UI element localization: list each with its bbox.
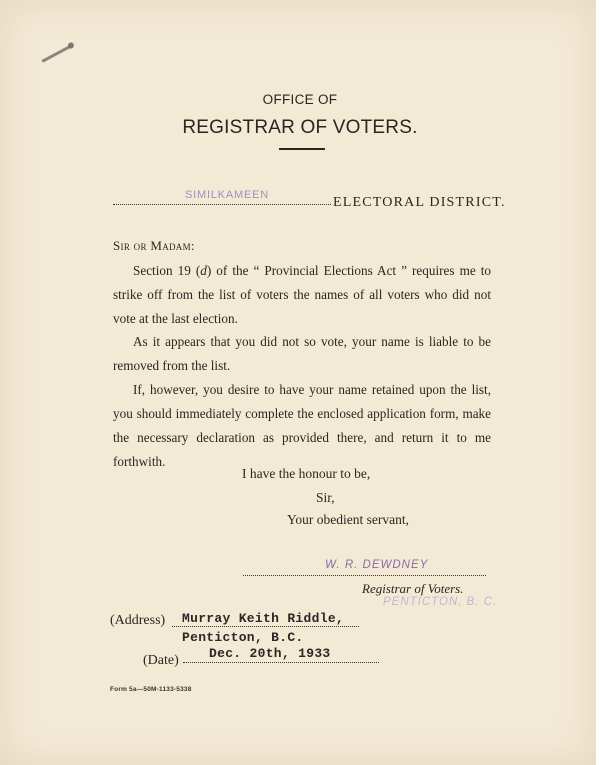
address-label: (Address) <box>110 613 166 628</box>
district-stamp: SIMILKAMEEN <box>185 189 269 201</box>
page-title: REGISTRAR OF VOTERS. <box>182 117 418 138</box>
title-divider <box>279 148 325 150</box>
date-label: (Date) <box>143 653 179 668</box>
paragraph-3: If, however, you desire to have your name retained upon the list, you should immediately complete the enclosed application form, make the necessary declaration as provided there, and return it to me forthwith. <box>113 382 491 469</box>
address-line-2: Penticton, B.C. <box>182 630 304 645</box>
date-dotted-line <box>183 662 379 663</box>
signature-stamp: W. R. DEWDNEY <box>325 559 429 571</box>
pin-mark <box>41 44 72 63</box>
address-dotted-line <box>172 626 359 627</box>
paragraph-1-section-letter: d <box>200 263 207 278</box>
place-stamp: PENTICTON, B. C. <box>383 596 498 608</box>
paragraph-1-post: ) of the “ Provincial Elections Act ” requires me to strike off from the list of voters the names of all voters who did not vote at the last election. <box>113 263 491 326</box>
address-line-1: Murray Keith Riddle, <box>182 611 345 626</box>
salutation <box>113 238 195 254</box>
office-heading: OFFICE OF <box>262 92 338 107</box>
form-number: Form 5a—50M-1133-5338 <box>110 686 192 693</box>
paragraph-2: As it appears that you did not so vote, your name is liable to be removed from the list. <box>113 334 491 373</box>
closing-line-3: Your obedient servant, <box>287 512 409 527</box>
paragraph-1 <box>113 259 491 331</box>
salutation-text: Sir or Madam: <box>113 238 195 253</box>
closing-line-1: I have the honour to be, <box>242 466 371 481</box>
district-dotted-line <box>113 204 331 205</box>
paragraph-1-pre: Section 19 ( <box>133 263 201 278</box>
district-label: ELECTORAL DISTRICT. <box>333 195 506 210</box>
registrar-title: Registrar of Voters. <box>362 581 464 596</box>
date-value: Dec. 20th, 1933 <box>209 646 331 661</box>
signature-dotted-line <box>243 575 486 576</box>
closing-line-2: Sir, <box>316 490 335 505</box>
